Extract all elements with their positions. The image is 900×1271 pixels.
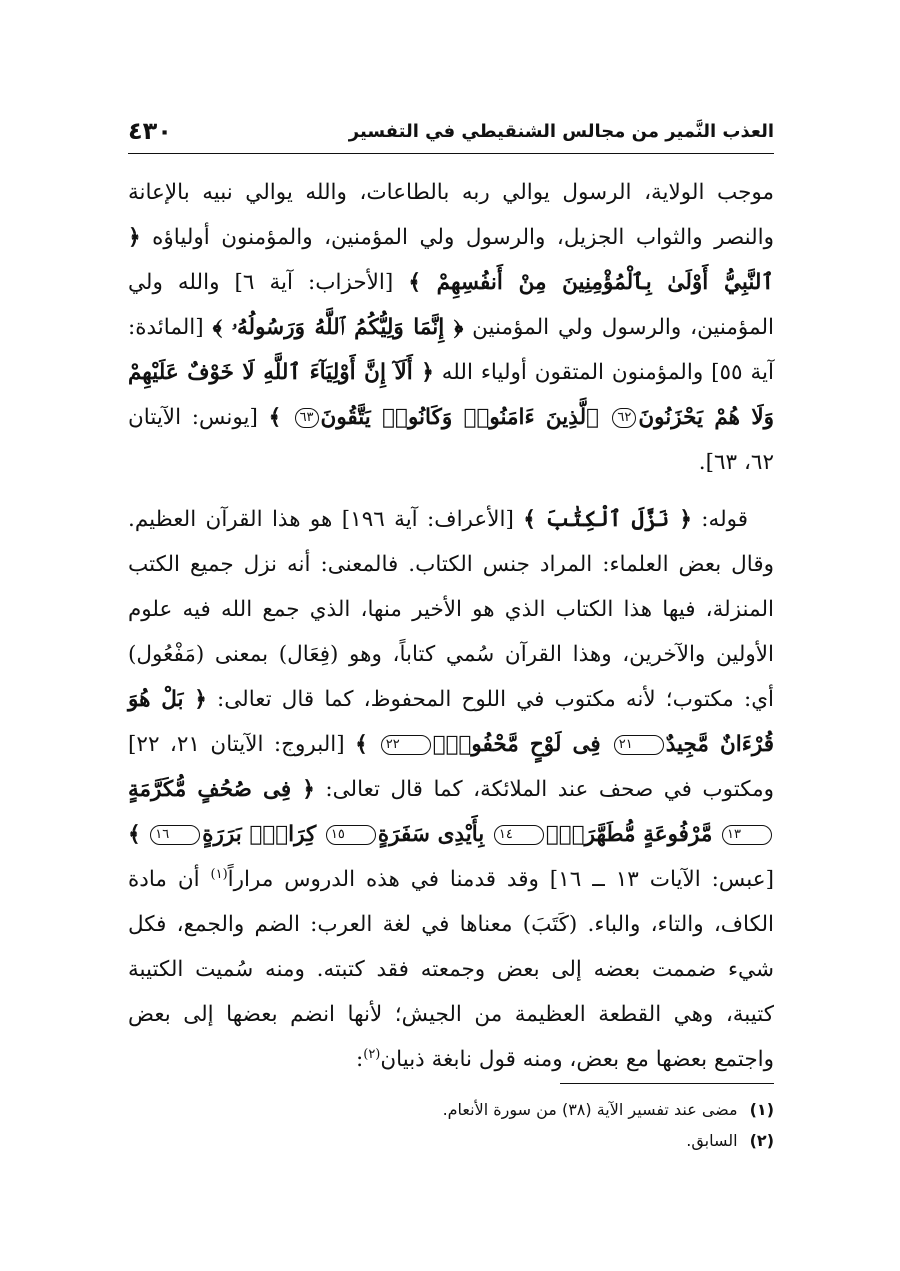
quran-quote: فِى لَوْحٍ مَّحْفُوظٍۭ	[432, 732, 612, 757]
verse-number-marker: ١٦	[150, 825, 200, 845]
quran-quote: ﴿ إِنَّمَا وَلِيُّكُمُ ٱللَّهُ وَرَسُولُهُۥ ﴾	[212, 315, 464, 340]
footnote-reference: (٢)	[363, 1046, 381, 1062]
quran-quote: ﴾	[268, 405, 293, 430]
footnote-number: (٢)	[749, 1131, 774, 1150]
verse-number-marker: ١٥	[326, 825, 376, 845]
body-text-run: [الأحزاب: آية ٦] والله ولي المؤمنين، والرسول ولي المؤمنين	[128, 270, 774, 340]
footnote-reference: (١)	[210, 866, 228, 882]
quran-quote: ﴾	[355, 732, 379, 757]
body-text-run: قوله:	[691, 507, 749, 532]
body-text-run: [المائدة: آية ٥٥] والمؤمنون المتقون أولياء الله	[128, 315, 774, 385]
body-text	[128, 170, 774, 1094]
verse-number-marker: ٦٣	[295, 408, 319, 428]
quran-quote: بِأَيْدِى سَفَرَةٍ	[377, 822, 492, 847]
footnotes	[128, 1094, 774, 1156]
running-title: العذب النَّمير من مجالس الشنقيطي في التفسير	[348, 120, 774, 142]
quran-quote: ﴿ أَلَآ إِنَّ أَوْلِيَآءَ ٱللَّهِ لَا خَوْفٌ عَلَيْهِمْ وَلَا هُمْ يَحْزَنُونَ	[128, 360, 774, 430]
quran-quote: ﴿ فِى صُحُفٍ مُّكَرَّمَةٍ	[128, 777, 315, 802]
verse-number-marker: ٦٢	[612, 408, 636, 428]
page-number: ٤٣٠	[128, 117, 172, 145]
header-rule	[128, 153, 774, 154]
footnote-text: مضى عند تفسير الآية (٣٨) من سورة الأنعام.	[442, 1100, 738, 1119]
footnote-rule	[560, 1083, 774, 1084]
body-text-run: [عبس: الآيات ١٣ ــ ١٦] وقد قدمنا في هذه الدروس مراراً	[227, 867, 774, 892]
footnote-1	[128, 1094, 774, 1125]
quran-quote: ﴿ بَلْ هُوَ قُرْءَانٌ مَّجِيدٌ	[128, 687, 774, 757]
verse-number-marker: ١٤	[494, 825, 544, 845]
paragraph-2	[128, 497, 774, 1082]
body-text-run: أن مادة الكاف، والتاء، والباء. (كَتَبَ) معناها في لغة العرب: الضم والجمع، فكل شيء ضممت بعضه إلى بعض وجمعته فقد كتبته. ومنه سُميت الكتيبة كتيبة، وهي القطعة العظيمة من الجيش؛ لأنها انضم بعضها إلى بعض واجتمع بعضها مع بعض، ومنه قول نابغة ذبيان	[128, 867, 774, 1072]
quran-quote: ﴿ نَزَّلَ ٱلْكِتَٰبَ ﴾	[523, 507, 692, 532]
quran-quote: ٱلَّذِينَ ءَامَنُوا۟ وَكَانُوا۟ يَتَّقُونَ	[320, 405, 611, 430]
body-text-run: [الأعراف: آية ١٩٦] هو هذا القرآن العظيم. وقال بعض العلماء: المراد جنس الكتاب. فالمعنى: أنه نزل جميع الكتب المنزلة، فيها هذا الكتاب الذي هو الأخير منها، الذي جمع الله فيه علوم الأولين والآخرين، وهذا القرآن سُمي كتاباً، وهو (فِعَال) بمعنى (مَفْعُول) أي: مكتوب؛ لأنه مكتوب في اللوح المحفوظ، كما قال تعالى:	[128, 507, 774, 712]
paragraph-1	[128, 170, 774, 485]
page-header	[128, 112, 774, 150]
footnote-2	[128, 1125, 774, 1156]
quran-quote: مَّرْفُوعَةٍ مُّطَهَّرَةٍۭ	[545, 822, 721, 847]
quran-quote: كِرَامٍۭ بَرَرَةٍ	[202, 822, 324, 847]
body-text-run: :	[355, 1047, 364, 1072]
quran-quote: ﴾	[128, 822, 149, 847]
footnote-text: السابق.	[686, 1131, 738, 1150]
body-text-run: [يونس: الآيتان ٦٢، ٦٣].	[128, 405, 774, 475]
verse-number-marker: ٢٢	[381, 735, 431, 755]
verse-number-marker: ٢١	[614, 735, 664, 755]
quran-quote: ﴿ ٱلنَّبِيُّ أَوْلَىٰ بِٱلْمُؤْمِنِينَ مِنْ أَنفُسِهِمْ ﴾	[128, 225, 774, 295]
body-text-run: موجب الولاية، الرسول يوالي ربه بالطاعات، والله يوالي نبيه بالإعانة والنصر والثواب الجزيل، والرسول ولي المؤمنين، والمؤمنون أولياؤه	[128, 180, 774, 250]
verse-number-marker: ١٣	[722, 825, 772, 845]
body-text-run: [البروج: الآيتان ٢١، ٢٢] ومكتوب في صحف عند الملائكة، كما قال تعالى:	[128, 732, 774, 802]
footnote-number: (١)	[749, 1100, 774, 1119]
